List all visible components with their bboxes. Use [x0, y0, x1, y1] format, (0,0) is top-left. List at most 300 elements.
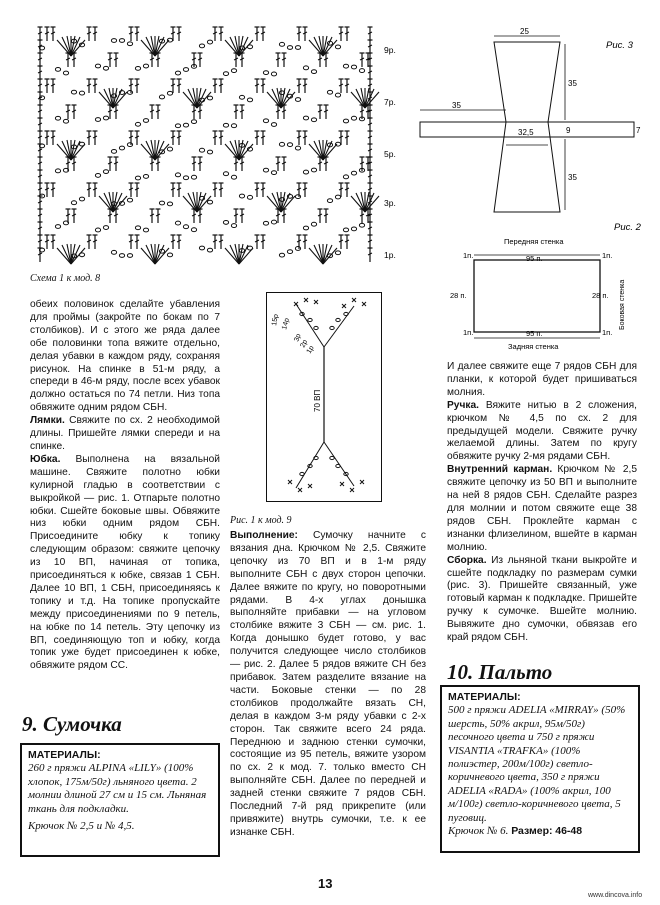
col3-ruchka: Ручка. Вяжите нитью в 2 сложения, крючком № 4,5 по сх. 2 для предыдущей модели. Свяжите ручку желаемой длины. Затем по кругу обвяжите ручку 2-мя рядами СБН.	[447, 399, 637, 463]
fan-symbol	[57, 36, 85, 56]
chain-symbol	[223, 72, 228, 76]
fan-symbol	[141, 36, 169, 56]
stitch-symbol	[318, 209, 323, 223]
chain-symbol	[175, 221, 180, 225]
chain-symbol	[127, 42, 132, 46]
stitch-symbol	[38, 209, 43, 223]
stitch-symbol	[93, 183, 98, 197]
stitch-symbol	[276, 157, 281, 171]
chain-symbol	[303, 66, 308, 70]
chain-symbol	[303, 116, 308, 120]
chain-symbol	[263, 119, 268, 123]
col3-paragraph-1: И далее свяжите еще 7 рядов СБН для планки, к которой будет пришиваться молния.	[447, 361, 637, 398]
chain-symbol	[359, 69, 364, 73]
fan-symbol	[225, 244, 253, 264]
chain-symbol	[247, 195, 252, 199]
stitch-symbol	[135, 131, 140, 145]
stitch-symbol	[324, 209, 329, 223]
chain-symbol	[303, 170, 308, 174]
fig1-label-1: 1р	[305, 344, 316, 355]
fan-symbol	[225, 36, 253, 56]
chain-symbol	[336, 464, 340, 467]
stitch-symbol	[368, 170, 373, 184]
chain-symbol	[335, 251, 340, 255]
stitch-symbol	[282, 157, 287, 171]
sc-symbol	[294, 302, 298, 306]
stitch-symbol	[276, 53, 281, 67]
sc-symbol	[288, 480, 292, 484]
chain-symbol	[95, 228, 100, 232]
chain-symbol	[191, 228, 196, 232]
chain-symbol	[271, 171, 276, 175]
sc-symbol	[360, 480, 364, 484]
stitch-symbol	[303, 235, 308, 249]
chain-symbol	[311, 70, 316, 74]
chain-symbol	[239, 95, 244, 99]
chain-symbol	[167, 202, 172, 206]
sc-symbol	[362, 302, 366, 306]
stitch-symbol	[38, 66, 43, 80]
fig1-label-14: 14р	[281, 317, 291, 331]
chain-symbol	[263, 168, 268, 172]
dim-35-upper: 35	[568, 79, 577, 88]
stitch-symbol	[213, 79, 218, 93]
dim-32-5: 32,5	[518, 128, 534, 137]
sc-symbol	[342, 304, 346, 308]
chain-symbol	[159, 95, 164, 99]
chain-symbol	[223, 172, 228, 176]
chain-symbol	[103, 170, 108, 174]
chain-symbol	[119, 39, 124, 43]
stitch-symbol	[135, 79, 140, 93]
sc-symbol	[352, 298, 356, 302]
fan-symbol	[309, 140, 337, 160]
chain-symbol	[311, 168, 316, 172]
section-9-title: 9. Сумочка	[22, 712, 122, 736]
chain-symbol	[343, 175, 348, 179]
chain-symbol	[231, 69, 236, 73]
fig1-caption: Рис. 1 к мод. 9	[230, 515, 292, 526]
fig2-bottom-mid: 95 п.	[526, 329, 543, 338]
stitch-symbol	[38, 183, 43, 197]
stitch-symbol	[255, 79, 260, 93]
chain-symbol	[127, 91, 132, 95]
dim-7: 7	[636, 126, 641, 135]
chain-symbol	[207, 40, 212, 44]
stitch-symbol	[93, 235, 98, 249]
chain-symbol	[71, 90, 76, 94]
stitch-symbol	[156, 105, 161, 119]
chain-symbol	[183, 225, 188, 229]
chain-symbol	[351, 171, 356, 175]
stitch-symbol	[177, 131, 182, 145]
column-3	[447, 361, 637, 645]
fig1-label-2: 2р	[299, 338, 310, 349]
chain-symbol	[271, 72, 276, 76]
chain-symbol	[279, 142, 284, 146]
stitch-symbol	[38, 222, 43, 236]
stitch-symbol	[72, 105, 77, 119]
chain-symbol	[127, 198, 132, 202]
fig2-bottom-left: 1п.	[463, 328, 474, 337]
chain-symbol	[287, 250, 292, 254]
stitch-symbol	[150, 209, 155, 223]
fan-symbol	[351, 88, 379, 108]
row-label-1: 1р.	[384, 250, 396, 260]
stitch-symbol	[114, 157, 119, 171]
stitch-symbol	[45, 183, 50, 197]
chain-symbol	[111, 39, 116, 43]
stitch-symbol	[345, 79, 350, 93]
col2-execution: Выполнение: Сумочку начните с вязания дна. Крючком № 2,5. Свяжите цепочку из 70 ВП и в 1-м ряду выполните СБН с двух сторон цепочки. Далее вяжите по кругу, но поворотными рядами. В 4-х углах донышка выполняйте прибавки — на угловом столбике вяжите 3 СБН — см. рис. 1. Когда донышко будет готово, у вас получится следующее число столбиков — рис. 2. Далее 5 рядов вяжите СН без прибавок. Затем разделите вязание на части. Боковые стенки — по 28 столбиков продолжайте вязать СН, делая в каждом 3-м ряду убавки с 2-х сторон. Так свяжите всего 24 ряда. Переднюю и заднюю стенки сумочки, состоящие из 95 петель, вяжите узором по сх. 2 к мод. 7. только вместо СН выполняйте СБН. Далее по передней и задней стенки свяжите 7 рядов СБН. Последний 7-й ряд прикрепите (или привяжите) внутрь сумочки, т.е. к ее изнанке СБН.	[230, 530, 426, 838]
stitch-symbol	[345, 183, 350, 197]
stitch-symbol	[72, 209, 77, 223]
fan-symbol	[141, 140, 169, 160]
fan-symbol	[351, 192, 379, 212]
dim-35-left: 35	[452, 101, 461, 110]
chain-symbol	[335, 195, 340, 199]
chain-symbol	[103, 66, 108, 70]
chain-symbol	[263, 71, 268, 75]
chain-symbol	[167, 91, 172, 95]
chain-symbol	[295, 247, 300, 251]
crochet-chart-schema1	[30, 20, 412, 270]
watermark: www.dincova.info	[588, 892, 643, 899]
stitch-symbol	[240, 209, 245, 223]
stitch-symbol	[87, 183, 92, 197]
fan-symbol	[141, 244, 169, 264]
chain-symbol	[183, 123, 188, 127]
chain-symbol	[119, 146, 124, 150]
chain-symbol	[303, 226, 308, 230]
stitch-symbol	[219, 131, 224, 145]
stitch-symbol	[45, 131, 50, 145]
chain-symbol	[263, 221, 268, 225]
fig1-label-3: 3р	[293, 332, 303, 343]
chain-symbol	[314, 326, 318, 329]
chain-symbol	[143, 228, 148, 232]
stitch-symbol	[219, 183, 224, 197]
stitch-symbol	[38, 40, 43, 54]
chain-symbol	[279, 253, 284, 257]
chain-symbol	[330, 456, 334, 459]
stitch-symbol	[303, 131, 308, 145]
fan-symbol	[57, 140, 85, 160]
chain-symbol	[135, 66, 140, 70]
chain-symbol	[191, 175, 196, 179]
stitch-symbol	[108, 53, 113, 67]
stitch-symbol	[213, 27, 218, 41]
stitch-symbol	[339, 235, 344, 249]
stitch-symbol	[51, 131, 56, 145]
stitch-symbol	[156, 209, 161, 223]
chain-symbol	[199, 148, 204, 152]
chain-symbol	[63, 119, 68, 123]
fig2-top-title: Передняя стенка	[504, 237, 564, 246]
stitch-symbol	[38, 131, 43, 145]
stitch-symbol	[177, 235, 182, 249]
stitch-symbol	[339, 79, 344, 93]
stitch-symbol	[38, 118, 43, 132]
chain-symbol	[199, 246, 204, 250]
stitch-symbol	[255, 131, 260, 145]
column-1	[30, 299, 220, 673]
col1-yubka: Юбка. Выполнена на вязальной машине. Свяжите полотно юбки кулирной гладью в соответствии с выкройкой — рис. 1. Отпарьте полотно юбки. Сшейте боковые швы. Обвяжите низ юбки одним рядом СБН. Присоедините юбку к топику следующим образом: свяжите цепочку из 10 ВП, начиная от топика, присоединяться к юбке, связав 1 СБН. Далее 10 ВП, 1 СБН, присоединяясь к топику и т.д. На топике пропускайте между присоединениями по 9 петель, на юбке по 14 петель. Эту цепочку из ВП, соединяющую топ и юбку, когда топик уже будет присоединен к юбке, обвяжите рядом СС.	[30, 453, 220, 672]
chain-symbol	[143, 175, 148, 179]
stitch-symbol	[345, 235, 350, 249]
fig2-bottom-right: 1п.	[602, 328, 613, 337]
stitch-symbol	[93, 131, 98, 145]
fig1-label-70vp: 70 ВП	[313, 389, 322, 412]
fan-symbol	[183, 88, 211, 108]
section-9-hook: Крючок № 2,5 и № 4,5.	[28, 820, 135, 833]
stitch-symbol	[135, 27, 140, 41]
chain-symbol	[55, 225, 60, 229]
stitch-symbol	[234, 105, 239, 119]
sc-symbol	[314, 300, 318, 304]
chain-symbol	[199, 44, 204, 48]
schema1-caption: Схема 1 к мод. 8	[30, 273, 101, 284]
chain-symbol	[223, 221, 228, 225]
stitch-symbol	[303, 79, 308, 93]
stitch-symbol	[213, 131, 218, 145]
stitch-symbol	[38, 53, 43, 67]
stitch-symbol	[114, 53, 119, 67]
chain-symbol	[143, 119, 148, 123]
chain-symbol	[127, 143, 132, 147]
chain-symbol	[327, 199, 332, 203]
stitch-symbol	[87, 79, 92, 93]
chain-symbol	[308, 464, 312, 467]
chain-symbol	[175, 124, 180, 128]
page-number: 13	[318, 876, 333, 891]
fig3-label: Рис. 3	[606, 40, 633, 51]
stitch-symbol	[345, 131, 350, 145]
chain-symbol	[311, 222, 316, 226]
stitch-symbol	[38, 105, 43, 119]
fig2-top-mid: 95 п.	[526, 254, 543, 263]
chain-symbol	[175, 71, 180, 75]
section-10-hook-size: Крючок № 6. Размер: 46-48	[448, 825, 583, 838]
stitch-symbol	[219, 235, 224, 249]
fig1-label-15: 15р	[271, 313, 280, 327]
chain-symbol	[231, 224, 236, 228]
chain-symbol	[135, 176, 140, 180]
section-10-mat-text: 500 г пряжи ADELIA «MIRRAY» (50% шерсть, 50% акрил, 95м/50г) песочного цвета и 750 г пряжи VISANTIA «TRAFKA» (100% полиэстер, 200м/100г) светло-коричневого цвета, 350 г пряжи ADELIA «RADA» (100% акрил, 100 м/100г) светло-коричневого цвета, 5 пуговиц.	[448, 704, 626, 824]
stitch-symbol	[282, 53, 287, 67]
stitch-symbol	[38, 157, 43, 171]
stitch-symbol	[45, 235, 50, 249]
chain-symbol	[308, 318, 312, 321]
stitch-symbol	[171, 131, 176, 145]
stitch-symbol	[45, 27, 50, 41]
stitch-symbol	[66, 105, 71, 119]
chain-symbol	[330, 326, 334, 329]
stitch-symbol	[198, 157, 203, 171]
chain-symbol	[239, 194, 244, 198]
chain-symbol	[103, 226, 108, 230]
fig3-lining-pattern	[412, 22, 647, 227]
chain-symbol	[287, 46, 292, 50]
fig2-bottom-diagram	[446, 222, 646, 354]
chain-symbol	[223, 123, 228, 127]
stitch-symbol	[129, 27, 134, 41]
chain-symbol	[327, 90, 332, 94]
chain-symbol	[191, 120, 196, 124]
chain-symbol	[351, 227, 356, 231]
fan-symbol	[309, 244, 337, 264]
chain-symbol	[127, 254, 132, 258]
stitch-symbol	[345, 27, 350, 41]
chain-symbol	[359, 223, 364, 227]
stitch-symbol	[171, 183, 176, 197]
stitch-symbol	[177, 79, 182, 93]
fig2-top-left: 1п.	[463, 251, 474, 260]
stitch-symbol	[135, 235, 140, 249]
stitch-symbol	[171, 79, 176, 93]
fig1-bottom-chart	[266, 292, 382, 502]
chain-symbol	[55, 67, 60, 71]
stitch-symbol	[38, 248, 43, 262]
chain-symbol	[207, 200, 212, 204]
fig2-top-right: 1п.	[602, 251, 613, 260]
dim-25: 25	[520, 27, 529, 36]
fig2-right-mid: 28 п.	[592, 291, 609, 300]
stitch-symbol	[368, 131, 373, 145]
stitch-symbol	[129, 235, 134, 249]
stitch-symbol	[303, 183, 308, 197]
fan-symbol	[309, 36, 337, 56]
stitch-symbol	[135, 183, 140, 197]
chain-symbol	[207, 248, 212, 252]
chain-symbol	[207, 96, 212, 100]
stitch-symbol	[297, 27, 302, 41]
chain-symbol	[247, 98, 252, 102]
chain-symbol	[143, 64, 148, 68]
stitch-symbol	[368, 27, 373, 41]
stitch-symbol	[261, 183, 266, 197]
chain-symbol	[167, 147, 172, 151]
col3-sborka: Сборка. Из льняной ткани выкройте и сшейте подкладку по размерам сумки (рис. 3). Пришейте связанный, уже готовый карман к подкладке. Пришейте ручку к сумочке. Вшейте молнию. Вывяжите дно сумочки, обвязав его край рядом СБН.	[447, 554, 637, 644]
chain-symbol	[231, 124, 236, 128]
column-2	[230, 530, 426, 840]
chain-symbol	[343, 119, 348, 123]
stitch-symbol	[87, 235, 92, 249]
stitch-symbol	[255, 183, 260, 197]
row-label-3: 3р.	[384, 198, 396, 208]
dim-35-lower: 35	[568, 173, 577, 182]
fan-symbol	[225, 140, 253, 160]
chain-symbol	[335, 45, 340, 49]
stitch-symbol	[213, 183, 218, 197]
stitch-symbol	[360, 53, 365, 67]
stitch-symbol	[51, 27, 56, 41]
chain-symbol	[183, 68, 188, 72]
stitch-symbol	[318, 105, 323, 119]
stitch-symbol	[261, 79, 266, 93]
stitch-symbol	[150, 105, 155, 119]
chain-symbol	[167, 253, 172, 257]
stitch-symbol	[255, 27, 260, 41]
stitch-symbol	[368, 222, 373, 236]
stitch-symbol	[368, 118, 373, 132]
chain-symbol	[351, 65, 356, 69]
stitch-symbol	[177, 27, 182, 41]
stitch-symbol	[51, 235, 56, 249]
chain-symbol	[336, 318, 340, 321]
stitch-symbol	[234, 209, 239, 223]
chain-symbol	[271, 220, 276, 224]
stitch-symbol	[87, 131, 92, 145]
stitch-symbol	[108, 157, 113, 171]
chain-symbol	[207, 150, 212, 154]
sc-symbol	[350, 488, 354, 492]
stitch-symbol	[192, 157, 197, 171]
stitch-symbol	[368, 40, 373, 54]
chain-symbol	[95, 174, 100, 178]
chain-symbol	[279, 42, 284, 46]
stitch-symbol	[303, 27, 308, 41]
stitch-symbol	[93, 27, 98, 41]
stitch-symbol	[368, 248, 373, 262]
stitch-symbol	[177, 183, 182, 197]
section-9-materials: МАТЕРИАЛЫ: 260 г пряжи ALPINA «LILY» (100% хлопок, 175м/50г) льняного цвета. 2 молнии длиной 27 см и 15 см. Льняная ткань для подкладки. Крючок № 2,5 и № 4,5.	[20, 743, 220, 857]
chain-symbol	[295, 195, 300, 199]
chain-symbol	[135, 122, 140, 126]
chain-symbol	[159, 201, 164, 205]
chain-symbol	[119, 254, 124, 258]
stitch-symbol	[339, 27, 344, 41]
col1-paragraph-1: обеих половинок сделайте убавления для проймы (закройте по бокам по 7 столбиков). И с этого же ряда далее обе половинки топа вяжите отдельно, делая убавки в каждом ряду, сохраняя рисунок. На спинке в 51-м ряду, а спереди в 46-м ряду, после всех убавок должно остаться по 74 петли. Низ топа обвяжите одним рядом СБН.	[30, 299, 220, 414]
chain-symbol	[343, 64, 348, 68]
dim-9: 9	[566, 126, 571, 135]
stitch-symbol	[38, 170, 43, 184]
section-9-mat-text: 260 г пряжи ALPINA «LILY» (100% хлопок, 175м/50г) льняного цвета. 2 молнии длиной 27 см и 15 см. Льняная ткань для подкладки.	[28, 762, 207, 815]
fig2-side-title: Боковая стенка	[619, 279, 626, 330]
chain-symbol	[135, 226, 140, 230]
chain-symbol	[271, 123, 276, 127]
chain-symbol	[183, 176, 188, 180]
stitch-symbol	[261, 131, 266, 145]
stitch-symbol	[255, 235, 260, 249]
stitch-symbol	[45, 79, 50, 93]
row-label-5: 5р.	[384, 149, 396, 159]
fig2-bottom-title: Задняя стенка	[508, 342, 559, 351]
chain-symbol	[95, 118, 100, 122]
chain-symbol	[295, 98, 300, 102]
stitch-symbol	[297, 79, 302, 93]
chain-symbol	[335, 93, 340, 97]
stitch-symbol	[219, 27, 224, 41]
fan-symbol	[183, 192, 211, 212]
chain-symbol	[287, 143, 292, 147]
chain-symbol	[79, 91, 84, 95]
chain-symbol	[103, 116, 108, 120]
stitch-symbol	[51, 183, 56, 197]
chain-symbol	[300, 472, 304, 475]
stitch-symbol	[261, 27, 266, 41]
stitch-symbol	[51, 79, 56, 93]
stitch-symbol	[38, 235, 43, 249]
chain-symbol	[71, 201, 76, 205]
sc-symbol	[298, 488, 302, 492]
stitch-symbol	[38, 144, 43, 158]
sc-symbol	[304, 298, 308, 302]
chain-symbol	[343, 228, 348, 232]
chain-symbol	[55, 116, 60, 120]
stitch-symbol	[368, 235, 373, 249]
stitch-symbol	[38, 27, 43, 41]
